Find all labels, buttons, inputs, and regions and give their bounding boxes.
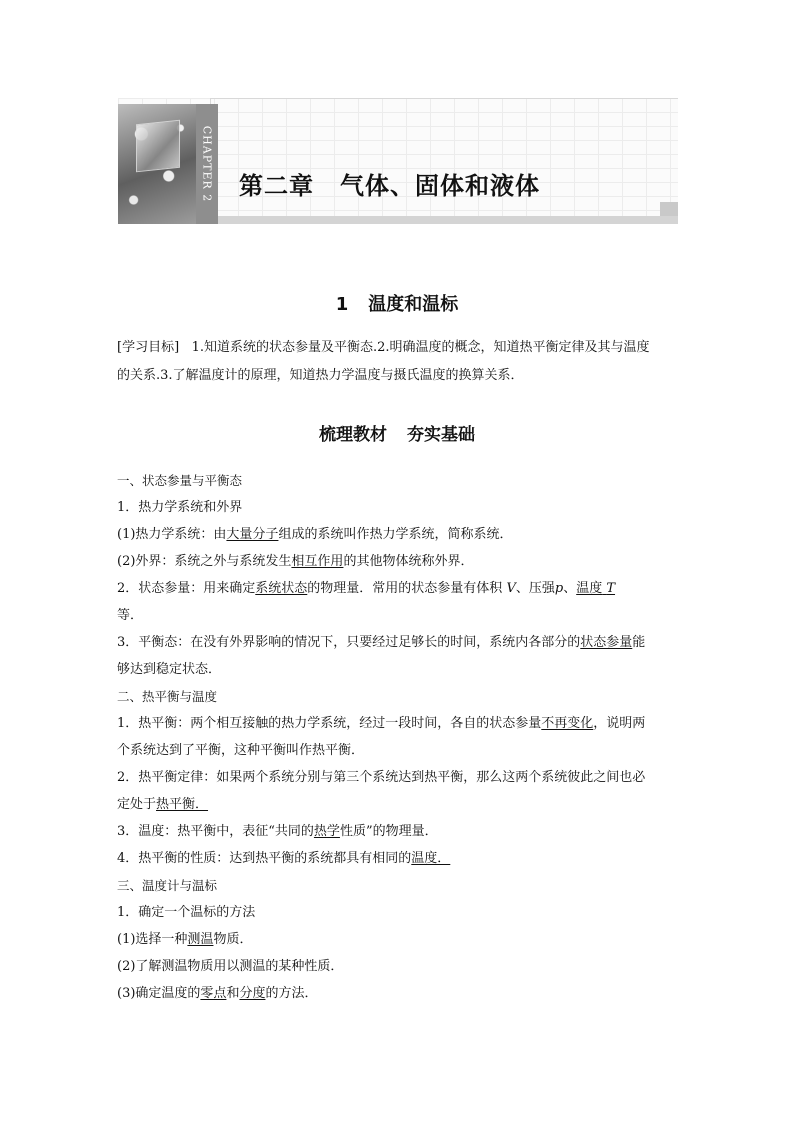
item-2-2-cont: 定处于热平衡． [117, 797, 209, 812]
chapter-number: 第二章 [239, 172, 314, 200]
section-name: 温度和温标 [368, 294, 459, 315]
part-heading: 梳理教材 夯实基础 [319, 425, 475, 445]
item-1-1: (1)热力学系统：由大量分子组成的系统叫作热力学系统，简称系统． [117, 527, 513, 542]
objectives-tag: [学习目标] [117, 340, 180, 355]
objectives-line-1: [学习目标] 1.知道系统的状态参量及平衡态.2.明确温度的概念，知道热平衡定律及其与温度 [117, 340, 650, 355]
item-3-1: 1．确定一个温标的方法 [117, 905, 256, 920]
chapter-title [239, 166, 540, 201]
objectives-line-2: 的关系.3.了解温度计的原理，知道热力学温度与摄氏温度的换算关系． [117, 368, 524, 383]
item-3-1-1: (1)选择一种测温物质． [117, 932, 253, 947]
chapter-vertical-strip [196, 104, 218, 224]
section-heading-3: 三、温度计与温标 [117, 878, 218, 893]
section-title [0, 290, 794, 316]
ice-cube-photo [118, 104, 196, 224]
item-3-1-2: (2)了解测温物质用以测温的某种性质． [117, 959, 344, 974]
section-heading-2: 二、热平衡与温度 [117, 689, 218, 704]
item-3-cont: 够达到稳定状态． [117, 662, 222, 677]
banner-corner-block [660, 202, 678, 216]
item-3: 3．平衡态：在没有外界影响的情况下，只要经过足够长的时间，系统内各部分的状态参量能 [117, 635, 646, 650]
item-2-3: 3．温度：热平衡中，表征“共同的热学性质”的物理量． [117, 824, 438, 839]
item-2-cont: 等． [117, 608, 144, 623]
item-2-2: 2．热平衡定律：如果两个系统分别与第三个系统达到热平衡，那么这两个系统彼此之间也必 [117, 770, 646, 785]
chapter-banner [118, 98, 678, 228]
chapter-vertical-label: CHAPTER 2 [200, 125, 214, 203]
chapter-name: 气体、固体和液体 [340, 172, 540, 200]
item-2-1-cont: 个系统达到了平衡，这种平衡叫作热平衡． [117, 743, 365, 758]
item-3-1-3: (3)确定温度的零点和分度的方法． [117, 986, 318, 1001]
item-2-4: 4．热平衡的性质：达到热平衡的系统都具有相同的温度． [117, 851, 451, 866]
item-1-2: (2)外界：系统之外与系统发生相互作用的其他物体统称外界． [117, 554, 474, 569]
item-2-1: 1．热平衡：两个相互接触的热力学系统，经过一段时间，各自的状态参量不再变化，说明两 [117, 716, 646, 731]
banner-top-rule [210, 98, 678, 99]
section-number: 1 [335, 294, 349, 315]
item-1: 1．热力学系统和外界 [117, 500, 243, 515]
item-2: 2．状态参量：用来确定系统状态的物理量．常用的状态参量有体积 V、压强p、温度 T [117, 581, 616, 596]
ice-cube-image [136, 120, 180, 173]
section-heading-1: 一、状态参量与平衡态 [117, 473, 243, 488]
